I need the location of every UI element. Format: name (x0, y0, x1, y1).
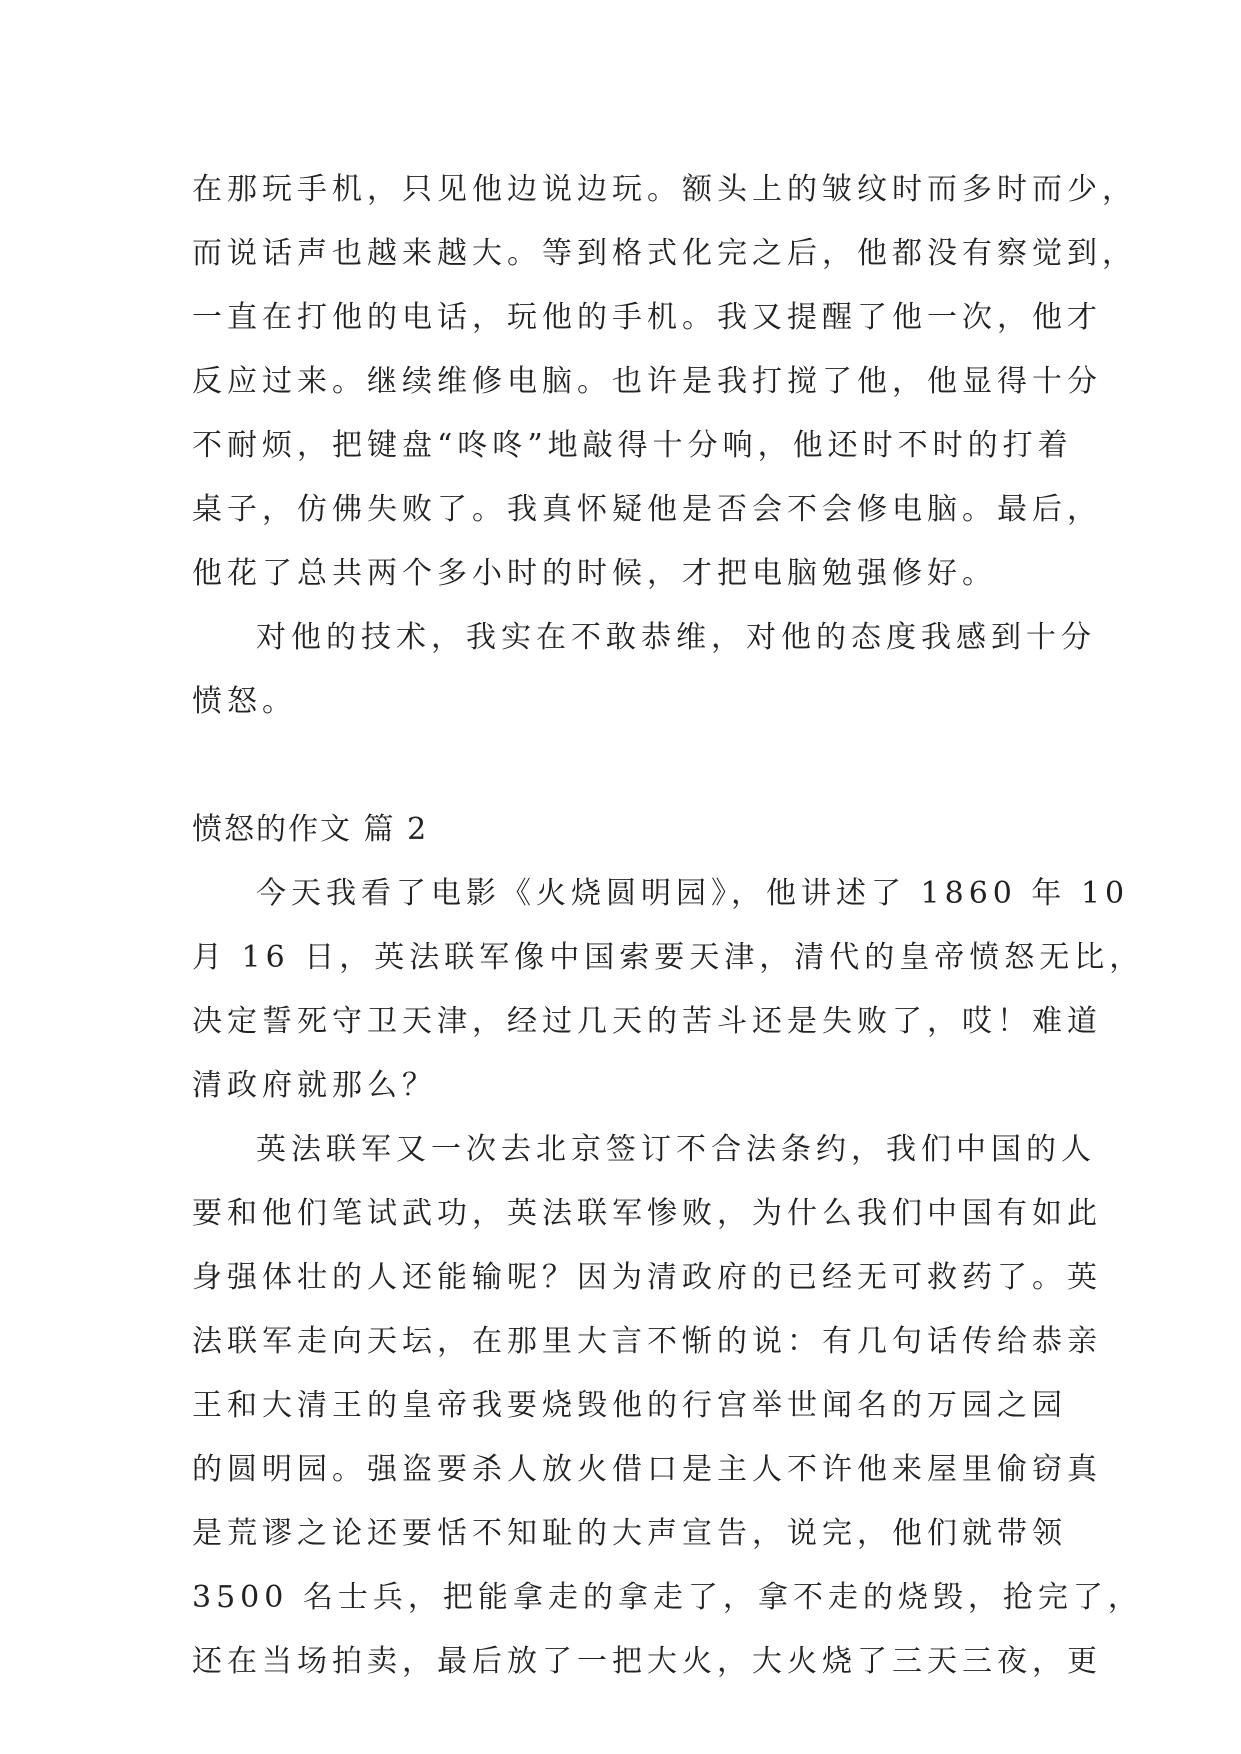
text-line: 还在当场拍卖，最后放了一把大火，大火烧了三天三夜，更 (192, 1644, 1102, 1679)
text-line: 英法联军又一次去北京签订不合法条约，我们中国的人 (256, 1132, 1096, 1167)
text-line: 的圆明园。强盗要杀人放火借口是主人不许他来屋里偷窃真 (192, 1452, 1102, 1487)
paragraph-intro (192, 862, 1145, 1118)
section-spacer (192, 734, 1062, 798)
text-line: 清政府就那么？ (192, 1068, 437, 1103)
paragraph-conclusion (192, 606, 1096, 734)
text-line: 3500 名士兵，把能拿走的拿走了，拿不走的烧毁，抢完了， (192, 1580, 1143, 1615)
text-line: 今天我看了电影《火烧圆明园》，他讲述了 1860 年 10 (256, 876, 1130, 911)
text-line: 决定誓死守卫天津，经过几天的苦斗还是失败了，哎！难道 (192, 1004, 1102, 1039)
paragraph-continued (192, 158, 1137, 606)
text-line: 他花了总共两个多小时的时候，才把电脑勉强修好。 (192, 556, 997, 591)
text-line: 身强体壮的人还能输呢？因为清政府的已经无可救药了。英 (192, 1260, 1102, 1295)
text-line: 不耐烦，把键盘“咚咚”地敲得十分响，他还时不时的打着 (192, 428, 1073, 463)
text-line: 要和他们笔试武功，英法联军惨败，为什么我们中国有如此 (192, 1196, 1102, 1231)
text-line: 王和大清王的皇帝我要烧毁他的行宫举世闻名的万园之园 (192, 1388, 1067, 1423)
text-line: 在那玩手机，只见他边说边玩。额头上的皱纹时而多时而少， (192, 172, 1137, 207)
text-line: 愤怒。 (192, 684, 297, 719)
text-line: 而说话声也越来越大。等到格式化完之后，他都没有察觉到， (192, 236, 1137, 271)
text-line: 桌子，仿佛失败了。我真怀疑他是否会不会修电脑。最后， (192, 492, 1102, 527)
text-line: 反应过来。继续维修电脑。也许是我打搅了他，他显得十分 (192, 364, 1102, 399)
text-line: 月 16 日，英法联军像中国索要天津，清代的皇帝愤怒无比， (192, 940, 1145, 975)
text-line: 法联军走向天坛，在那里大言不惭的说：有几句话传给恭亲 (192, 1324, 1102, 1359)
text-line: 是荒谬之论还要恬不知耻的大声宣告，说完，他们就带领 (192, 1516, 1067, 1551)
section-heading: 愤怒的作文 篇 2 (192, 812, 429, 847)
text-line: 对他的技术，我实在不敢恭维，对他的态度我感到十分 (256, 620, 1096, 655)
text-line: 一直在打他的电话，玩他的手机。我又提醒了他一次，他才 (192, 300, 1102, 335)
essay-text (192, 158, 1145, 1694)
paragraph-body (192, 1118, 1143, 1694)
